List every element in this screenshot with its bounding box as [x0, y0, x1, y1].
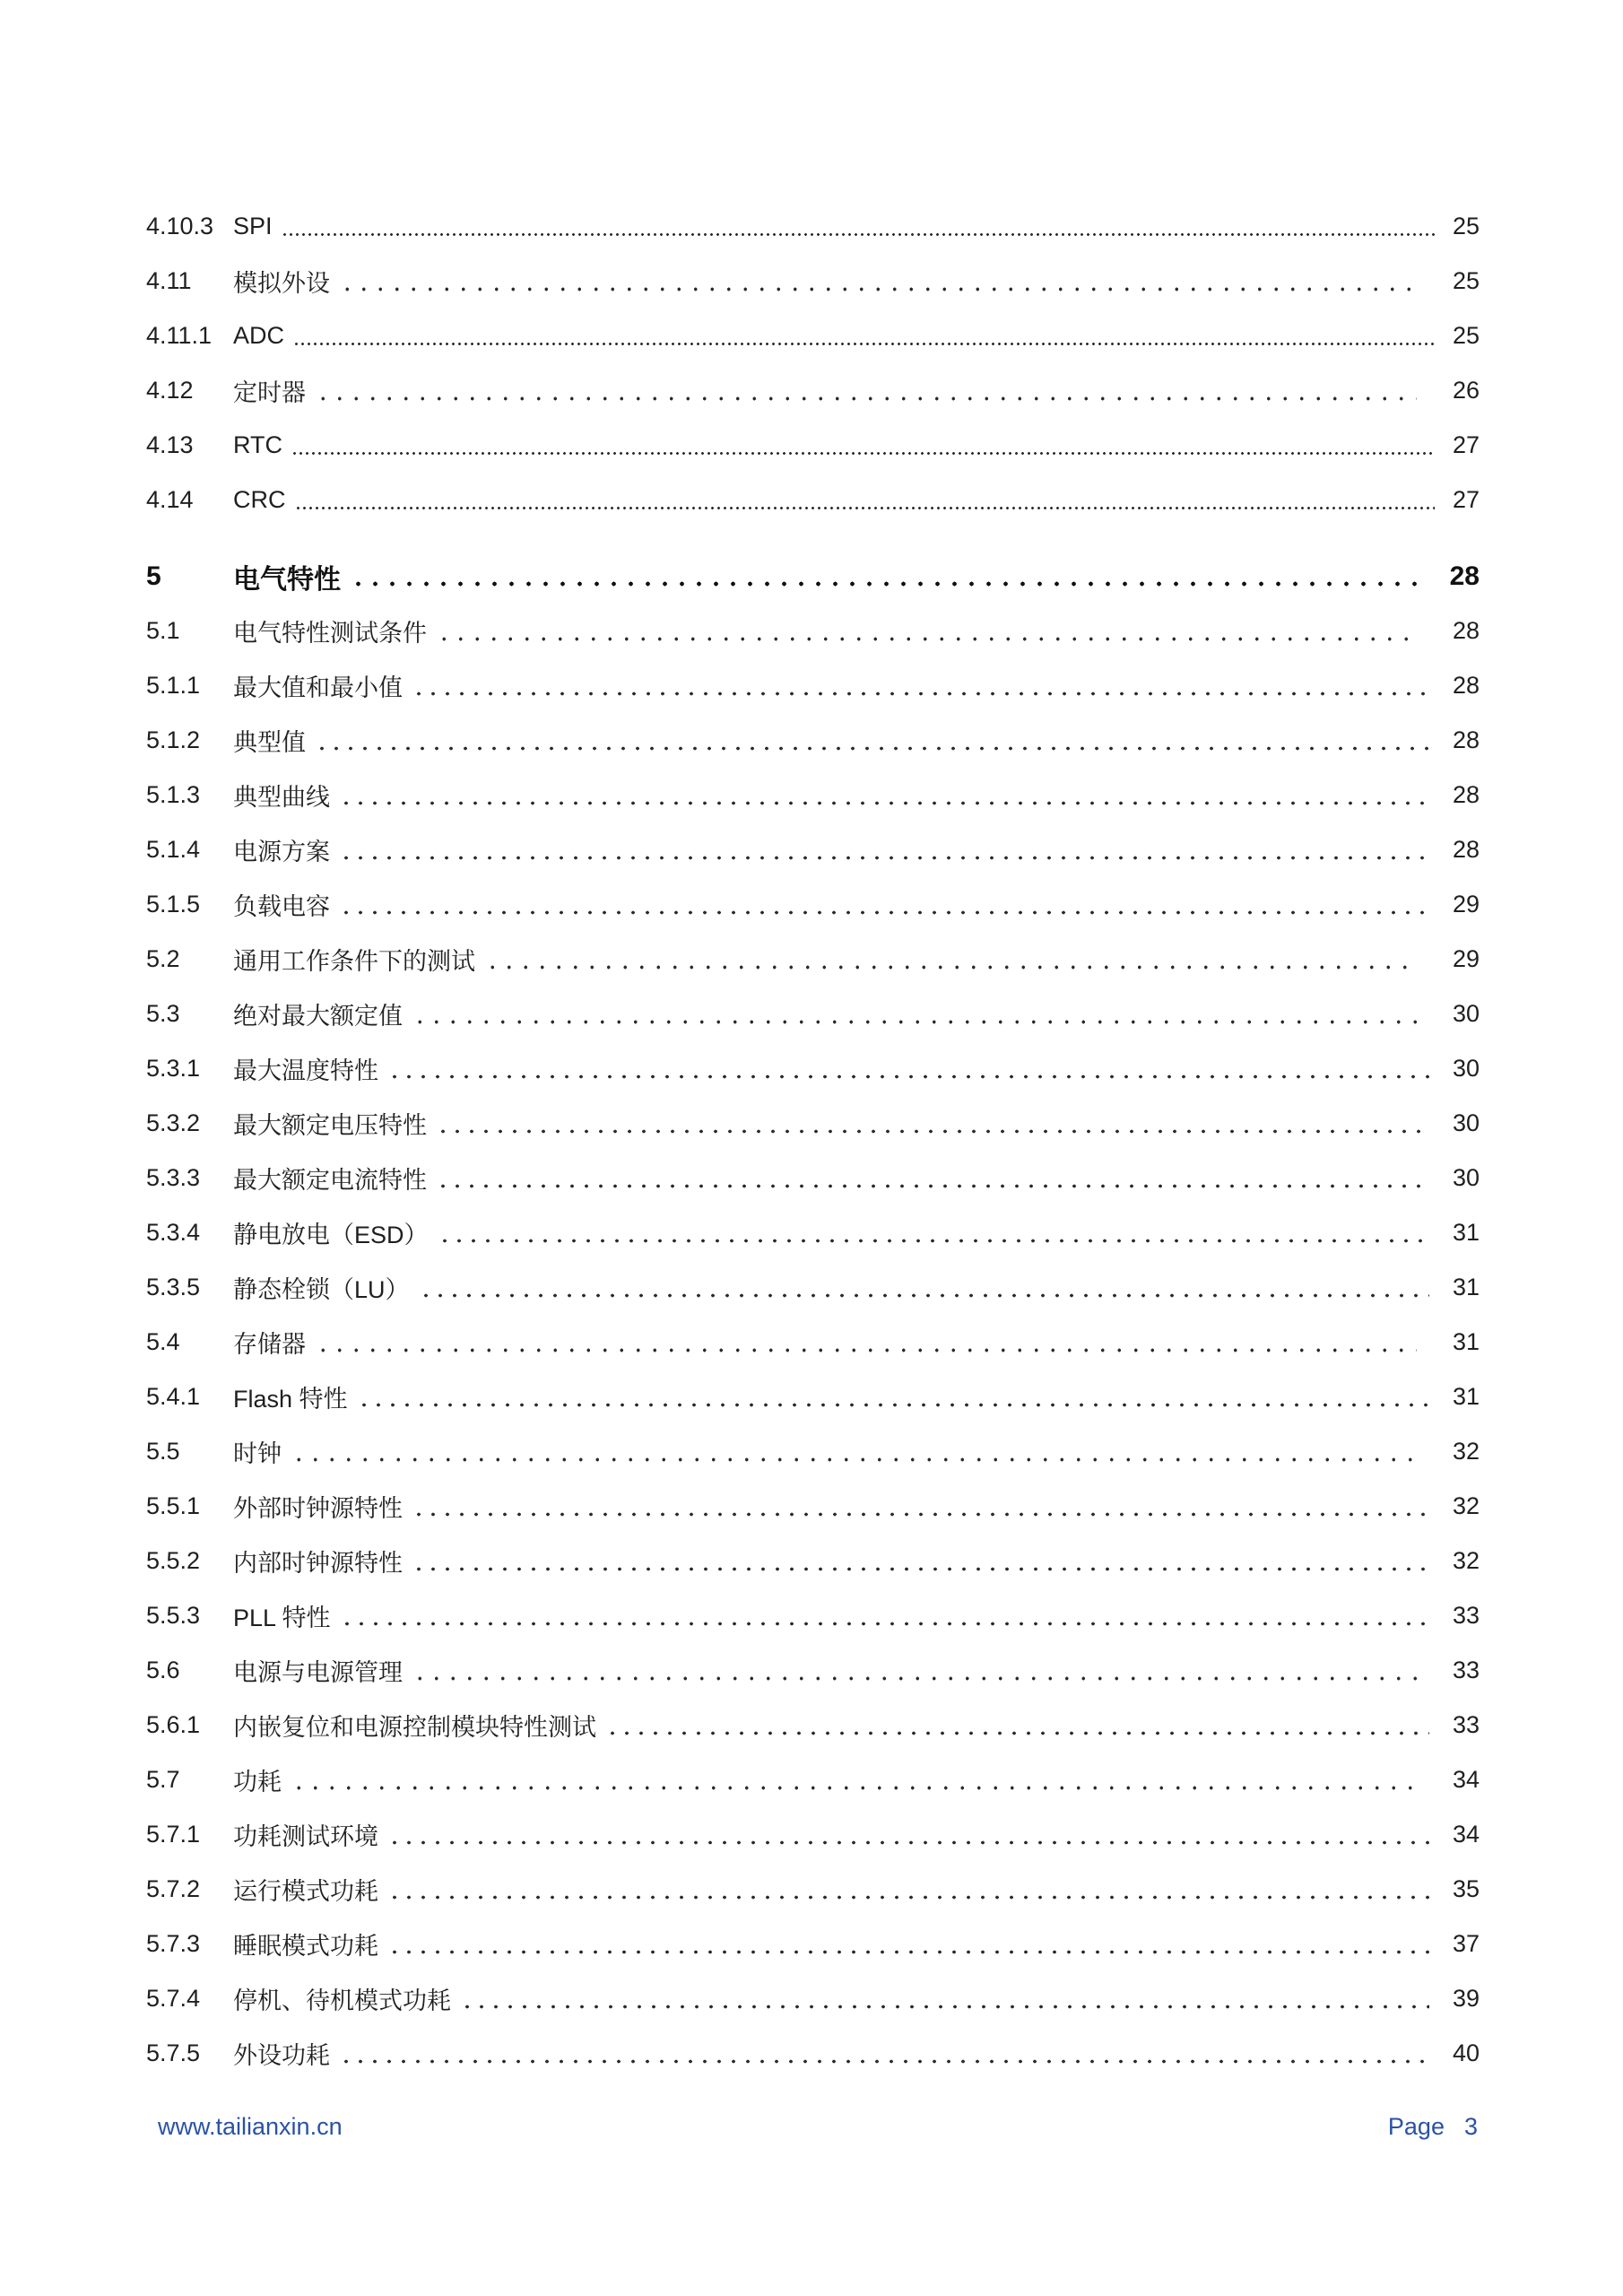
toc-entry-number: 5.3.5	[146, 1274, 201, 1300]
dot-leader	[339, 266, 1417, 297]
toc-entry-title: 通用工作条件下的测试	[233, 948, 475, 975]
toc-entry	[146, 658, 1480, 713]
dot-leader	[315, 726, 1429, 756]
dot-leader	[436, 616, 1417, 647]
page-indicator	[1388, 2113, 1478, 2141]
toc-entry-number: 5.5.1	[146, 1492, 201, 1519]
toc-entry	[146, 1096, 1480, 1151]
toc-entry-page: 28	[1452, 672, 1480, 699]
dot-leader	[605, 1710, 1429, 1741]
dot-leader	[339, 835, 1429, 865]
toc-entry-title: 最大额定电压特性	[233, 1112, 427, 1139]
dot-leader	[387, 1054, 1429, 1084]
toc-entry-page: 30	[1452, 1109, 1480, 1136]
dot-leader	[412, 1656, 1417, 1686]
dot-leader	[438, 1218, 1429, 1248]
toc-entry-page: 28	[1452, 781, 1480, 808]
dot-leader	[291, 1765, 1417, 1796]
toc-entry	[146, 2026, 1480, 2081]
toc-entry-page: 33	[1452, 1657, 1480, 1683]
page-footer	[158, 2113, 1478, 2141]
toc-entry-number: 5.7.1	[146, 1821, 201, 1848]
toc-entry-number: 5.4.1	[146, 1383, 201, 1410]
toc-entry-number: 4.13	[146, 431, 194, 458]
dot-leader	[315, 376, 1417, 406]
toc-entry	[146, 1205, 1480, 1260]
toc-entry-title: 静电放电（ESD）	[233, 1222, 429, 1248]
dot-leader	[412, 1546, 1429, 1577]
toc-entry-title: 功耗	[233, 1769, 282, 1796]
toc-entry-title: 电气特性测试条件	[233, 620, 427, 647]
toc-entry	[146, 1479, 1480, 1534]
toc-entry	[146, 254, 1480, 309]
toc-entry-number: 5.1	[146, 617, 180, 644]
dot-leader	[291, 1437, 1417, 1467]
toc-entry-page: 28	[1449, 561, 1480, 591]
toc-entry-title: 电源方案	[233, 839, 330, 865]
toc-entry-number: 5.5	[146, 1438, 180, 1465]
toc-entry	[146, 1315, 1480, 1370]
toc-entry-page: 32	[1452, 1438, 1480, 1465]
toc-entry	[146, 473, 1480, 527]
toc-entry-page: 32	[1452, 1547, 1480, 1574]
toc-entry-number: 5.7.5	[146, 2039, 201, 2066]
toc-entry-number: 5.6.1	[146, 1711, 201, 1738]
toc-entry-title: 电源与电源管理	[233, 1659, 403, 1686]
dot-leader	[460, 1984, 1429, 2014]
toc-entry	[146, 1370, 1480, 1424]
toc-entry	[146, 1752, 1480, 1807]
dot-leader	[315, 1327, 1417, 1358]
toc-entry	[146, 1698, 1480, 1752]
toc-entry-title: 功耗测试环境	[233, 1823, 378, 1850]
dot-leader	[412, 999, 1417, 1030]
toc-entry-title: SPI	[233, 213, 273, 239]
toc-entry-title: ADC	[233, 322, 285, 349]
toc-entry-page: 29	[1452, 945, 1480, 972]
toc-entry-title: 存储器	[233, 1331, 306, 1358]
toc-entry-number: 5.6	[146, 1657, 180, 1683]
toc-entry-title: 定时器	[233, 379, 306, 406]
toc-entry-title: 典型值	[233, 729, 306, 756]
toc-entry-number: 5.7.2	[146, 1875, 201, 1902]
toc-entry-page: 30	[1452, 1164, 1480, 1191]
toc-entry-number: 5.3.2	[146, 1109, 201, 1136]
toc-entry	[146, 768, 1480, 822]
toc-entry-title: 运行模式功耗	[233, 1878, 378, 1905]
toc-entry-page: 31	[1452, 1219, 1480, 1246]
toc-entry-page: 28	[1452, 617, 1480, 644]
toc-entry-number: 5.5.2	[146, 1547, 201, 1574]
toc-entry-page: 33	[1452, 1602, 1480, 1629]
toc-entry-number: 5.3.4	[146, 1219, 201, 1246]
toc-entry	[146, 1917, 1480, 1971]
toc-entry-number: 4.14	[146, 486, 194, 513]
toc-entry	[146, 713, 1480, 768]
dot-leader	[340, 1601, 1429, 1631]
toc-entry	[146, 932, 1480, 987]
toc-entry-number: 4.11	[146, 267, 192, 294]
toc-entry-number: 5.1.2	[146, 726, 201, 753]
toc-entry-title: 最大温度特性	[233, 1057, 378, 1084]
toc-entry	[146, 987, 1480, 1041]
page-number: 3	[1463, 2113, 1478, 2140]
toc-entry-title: CRC	[233, 486, 286, 513]
dot-leader	[412, 1492, 1429, 1522]
website-link[interactable]: www.tailianxin.cn	[158, 2113, 343, 2140]
toc-entry-title: 最大值和最小值	[233, 674, 403, 701]
toc-entry-page: 33	[1452, 1711, 1480, 1738]
toc-entry-number: 5	[146, 561, 161, 591]
dot-leader	[291, 430, 1435, 461]
toc-entry-page: 34	[1452, 1766, 1480, 1793]
toc-entry-page: 30	[1452, 1055, 1480, 1082]
dot-leader	[387, 1820, 1429, 1850]
toc-entry	[146, 1971, 1480, 2026]
toc-entry-page: 35	[1452, 1875, 1480, 1902]
dot-leader	[350, 561, 1417, 592]
toc-entry-title: 典型曲线	[233, 784, 330, 811]
toc-entry-page: 28	[1452, 726, 1480, 753]
toc-entry	[146, 1588, 1480, 1643]
toc-entry-page: 37	[1452, 1930, 1480, 1957]
dot-leader	[387, 1874, 1429, 1905]
toc-entry	[146, 822, 1480, 877]
toc-entry	[146, 1862, 1480, 1917]
toc-entry-number: 5.3.1	[146, 1055, 201, 1082]
toc-entry	[146, 1041, 1480, 1096]
toc-entry-page: 25	[1452, 267, 1480, 294]
toc-entry-title: 外设功耗	[233, 2042, 330, 2069]
toc-entry-title: PLL 特性	[233, 1605, 331, 1631]
toc-entry	[146, 418, 1480, 473]
toc-entry	[146, 363, 1480, 418]
toc-entry-title: 最大额定电流特性	[233, 1167, 427, 1194]
dot-leader	[484, 944, 1417, 975]
toc-entry-title: 停机、待机模式功耗	[233, 1987, 451, 2014]
toc-entry-number: 5.4	[146, 1328, 180, 1355]
toc-entry-number: 4.10.3	[146, 213, 214, 239]
dot-leader	[339, 2039, 1429, 2069]
toc-entry-number: 5.5.3	[146, 1602, 201, 1629]
toc-entry-title: 绝对最大额定值	[233, 1003, 403, 1030]
toc-entry-title: 睡眠模式功耗	[233, 1933, 378, 1960]
toc-entry-page: 31	[1452, 1383, 1480, 1410]
toc-entry-title: Flash 特性	[233, 1386, 348, 1413]
toc-entry	[146, 1643, 1480, 1698]
toc-entry-title: 内嵌复位和电源控制模块特性测试	[233, 1714, 596, 1741]
toc-entry-page: 39	[1452, 1985, 1480, 2012]
dot-leader	[293, 321, 1435, 352]
toc-entry-page: 30	[1452, 1000, 1480, 1027]
toc-entry-page: 32	[1452, 1492, 1480, 1519]
dot-leader	[436, 1109, 1429, 1139]
toc-entry	[146, 309, 1480, 363]
toc-entry-number: 5.1.1	[146, 672, 201, 699]
toc-entry-page: 26	[1452, 377, 1480, 404]
toc-entry-page: 29	[1452, 891, 1480, 918]
toc-entry-title: 模拟外设	[233, 270, 330, 297]
dot-leader	[387, 1929, 1429, 1960]
dot-leader	[339, 780, 1429, 811]
toc-entry	[146, 1424, 1480, 1479]
toc-entry-number: 4.12	[146, 377, 194, 404]
toc-entry-number: 5.3.3	[146, 1164, 201, 1191]
toc-entry-page: 27	[1452, 486, 1480, 513]
toc-entry-title: 静态栓锁（LU）	[233, 1276, 410, 1303]
toc-entry-page: 27	[1452, 431, 1480, 458]
toc-entry-number: 5.3	[146, 1000, 180, 1027]
toc-entry-title: 负载电容	[233, 893, 330, 920]
dot-leader	[357, 1382, 1429, 1413]
dot-leader	[339, 890, 1429, 920]
toc-entry-title: RTC	[233, 431, 283, 458]
page-label: Page	[1387, 2113, 1445, 2140]
dot-leader	[282, 212, 1435, 242]
toc-entry-page: 25	[1452, 322, 1480, 349]
toc-entry	[146, 1260, 1480, 1315]
table-of-contents	[146, 199, 1480, 2081]
toc-entry	[146, 1151, 1480, 1205]
toc-entry-number: 5.7	[146, 1766, 180, 1793]
dot-leader	[295, 485, 1436, 516]
toc-entry	[146, 549, 1480, 604]
dot-leader	[419, 1273, 1429, 1303]
toc-entry-page: 34	[1452, 1821, 1480, 1848]
toc-entry-title: 内部时钟源特性	[233, 1550, 403, 1577]
toc-entry-page: 25	[1452, 213, 1480, 239]
toc-entry-number: 5.7.4	[146, 1985, 201, 2012]
toc-entry	[146, 1807, 1480, 1862]
toc-entry	[146, 877, 1480, 932]
dot-leader	[436, 1163, 1429, 1194]
toc-entry-number: 5.1.3	[146, 781, 201, 808]
toc-entry-number: 5.2	[146, 945, 180, 972]
toc-entry	[146, 1534, 1480, 1588]
toc-entry	[146, 604, 1480, 658]
toc-entry-number: 5.7.3	[146, 1930, 201, 1957]
toc-entry-title: 时钟	[233, 1440, 282, 1467]
toc-entry-title: 电气特性	[233, 564, 341, 595]
toc-entry-title: 外部时钟源特性	[233, 1495, 403, 1522]
toc-entry-page: 28	[1452, 836, 1480, 863]
toc-entry-number: 4.11.1	[146, 322, 213, 349]
toc-entry-number: 5.1.4	[146, 836, 201, 863]
dot-leader	[412, 671, 1429, 701]
toc-entry-page: 40	[1452, 2039, 1480, 2066]
toc-entry-number: 5.1.5	[146, 891, 201, 918]
toc-entry-page: 31	[1452, 1328, 1480, 1355]
toc-entry-page: 31	[1452, 1274, 1480, 1300]
toc-entry	[146, 199, 1480, 254]
